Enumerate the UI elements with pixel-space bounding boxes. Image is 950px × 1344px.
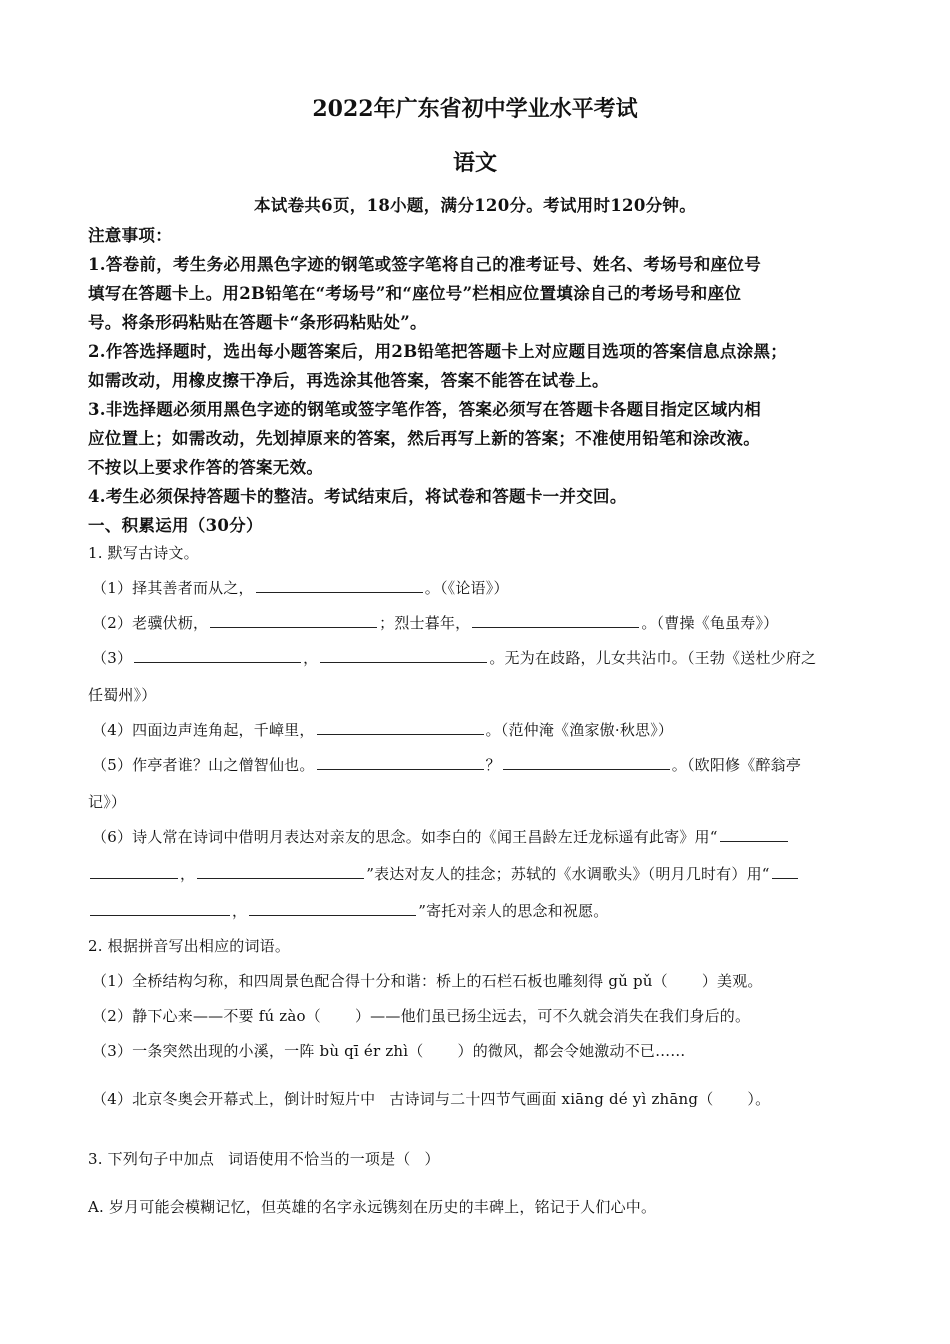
q1-item-4: （4）四面边声连角起，千嶂里， 。（范仲淹《渔家傲·秋思》）: [92, 721, 674, 739]
question-1-stem: 1. 默写古诗文。: [88, 544, 199, 562]
q1-item-3: （3） ， 。无为在歧路，儿女共沾巾。（王勃《送杜少府之: [92, 649, 817, 667]
answer-blank: [210, 626, 377, 628]
q2-item-1: （1）全桥结构匀称，和四周景色配合得十分和谐：桥上的石栏石板也雕刻得 gǔ pǔ（ ）美观。: [92, 972, 763, 990]
notice-heading: 注意事项：: [88, 226, 172, 245]
notice-line: 填写在答题卡上。用2B铅笔在“考场号”和“座位号”栏相应位置填涂自己的考场号和座位: [88, 284, 742, 303]
answer-blank: [503, 768, 670, 770]
q1-item-5-cont: 记》）: [88, 793, 127, 811]
answer-blank: [256, 591, 423, 593]
q1-item-1: （1）择其善者而从之， 。（《论语》）: [92, 579, 509, 597]
answer-blank: [320, 661, 487, 663]
q1-item-5: （5）作亭者谁？山之僧智仙也。 ？ 。（欧阳修《醉翁亭: [92, 756, 802, 774]
q2-item-2: （2）静下心来——不要 fú zào（ ）——他们虽已扬尘远去，可不久就会消失在我们身后的。: [92, 1007, 751, 1025]
answer-blank: [197, 877, 364, 879]
subject-title: 语文: [452, 150, 497, 176]
notice-line: 如需改动，用橡皮擦干净后，再选涂其他答案，答案不能答在试卷上。: [88, 371, 609, 390]
notice-line: 应位置上；如需改动，先划掉原来的答案，然后再写上新的答案；不准使用铅笔和涂改液。: [88, 429, 760, 448]
notice-line: 1.答卷前，考生务必用黑色字迹的钢笔或签字笔将自己的准考证号、姓名、考场号和座位号: [88, 255, 762, 274]
answer-blank: [772, 877, 798, 879]
question-3-stem: 3. 下列句子中加点 词语使用不恰当的一项是（ ）: [88, 1150, 440, 1168]
answer-blank: [90, 877, 178, 879]
notice-line: 4.考生必须保持答题卡的整洁。考试结束后，将试卷和答题卡一并交回。: [88, 487, 627, 506]
notice-line: 不按以上要求作答的答案无效。: [88, 458, 324, 477]
answer-blank: [249, 914, 416, 916]
exam-title: 2022年广东省初中学业水平考试: [312, 96, 638, 122]
answer-blank: [720, 840, 788, 842]
section-heading: 一、积累运用（30分）: [88, 516, 263, 535]
q2-item-4: （4）北京冬奥会开幕式上，倒计时短片中 古诗词与二十四节气画面 xiāng dé yì zhāng（ ）。: [92, 1090, 771, 1108]
q3-option-a: A. 岁月可能会模糊记忆，但英雄的名字永远镌刻在历史的丰碑上，铭记于人们心中。: [88, 1198, 657, 1216]
question-2-stem: 2. 根据拼音写出相应的词语。: [88, 937, 291, 955]
q1-item-6-cont: ， ”表达对友人的挂念；苏轼的《水调歌头》（明月几时有）用“: [88, 863, 800, 884]
q1-item-6-cont: ， ”寄托对亲人的思念和祝愿。: [88, 900, 608, 921]
answer-blank: [317, 768, 484, 770]
exam-info: 本试卷共6页，18小题，满分120分。考试用时120分钟。: [253, 196, 697, 215]
q1-item-2: （2）老骥伏枥， ；烈士暮年， 。（曹操《龟虽寿》）: [92, 614, 779, 632]
q1-item-6: （6）诗人常在诗词中借明月表达对亲友的思念。如李白的《闻王昌龄左迁龙标遥有此寄》用“: [92, 826, 790, 847]
answer-blank: [317, 733, 484, 735]
answer-blank: [134, 661, 301, 663]
notice-line: 号。将条形码粘贴在答题卡“条形码粘贴处”。: [88, 313, 427, 332]
q2-item-3: （3）一条突然出现的小溪，一阵 bù qī ér zhì（ ）的微风，都会令她激动不已……: [92, 1042, 686, 1060]
q1-item-3-cont: 任蜀州》）: [88, 686, 157, 704]
answer-blank: [90, 914, 230, 916]
notice-line: 2.作答选择题时，选出每小题答案后，用2B铅笔把答题卡上对应题目选项的答案信息点涂黑；: [88, 342, 788, 361]
notice-line: 3.非选择题必须用黑色字迹的钢笔或签字笔作答，答案必须写在答题卡各题目指定区域内相: [88, 400, 762, 419]
answer-blank: [472, 626, 639, 628]
